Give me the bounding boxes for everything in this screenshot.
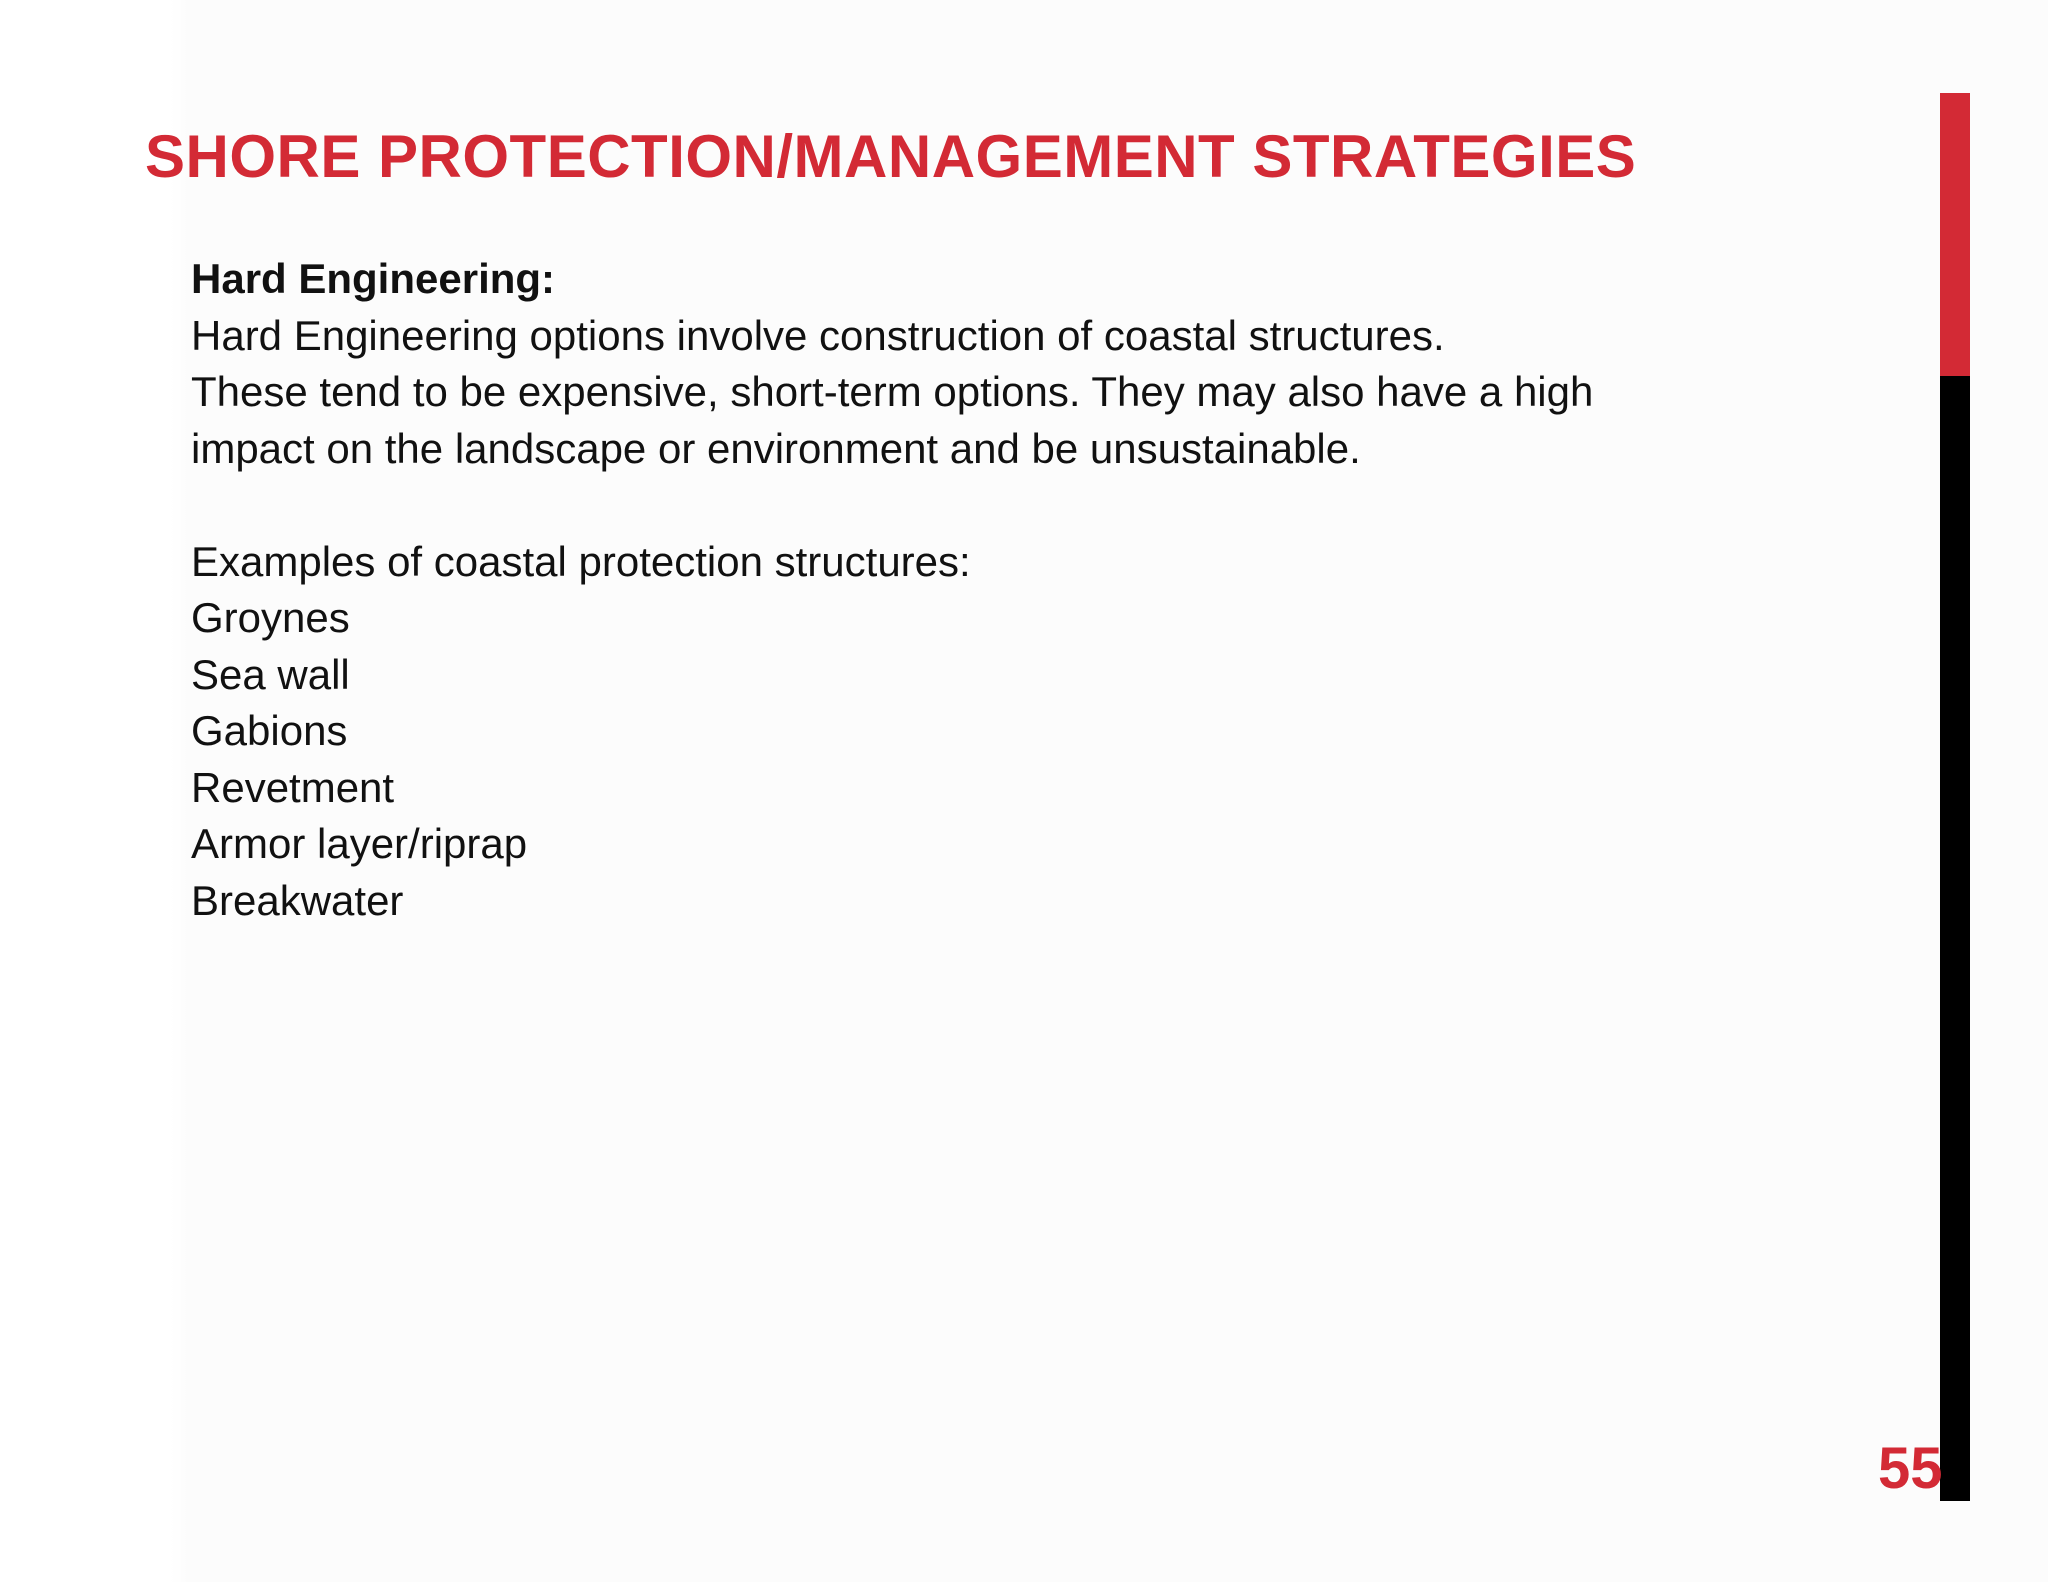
sidebar-bar: [1940, 93, 1970, 1501]
body-line: impact on the landscape or environment and be unsustainable.: [191, 424, 1361, 472]
example-item: Breakwater: [191, 876, 404, 924]
slide-content: [191, 251, 1831, 929]
example-item: Armor layer/riprap: [191, 820, 528, 867]
body-line: Hard Engineering options involve construction of coastal structures.: [191, 311, 1445, 359]
example-item: Gabions: [191, 707, 348, 754]
example-item: Groynes: [191, 594, 350, 641]
page-number: 55: [1878, 1436, 1943, 1501]
example-item: Sea wall: [191, 650, 350, 698]
examples-intro: Examples of coastal protection structures:: [191, 537, 971, 585]
sidebar-accent-bar: [1940, 93, 1970, 376]
section-heading: Hard Engineering:: [191, 255, 556, 302]
body-line: These tend to be expensive, short-term options. They may also have a high: [191, 368, 1594, 415]
example-item: Revetment: [191, 763, 395, 811]
slide-title: SHORE PROTECTION/MANAGEMENT STRATEGIES: [145, 123, 1637, 190]
paragraph-gap: [191, 477, 1831, 534]
